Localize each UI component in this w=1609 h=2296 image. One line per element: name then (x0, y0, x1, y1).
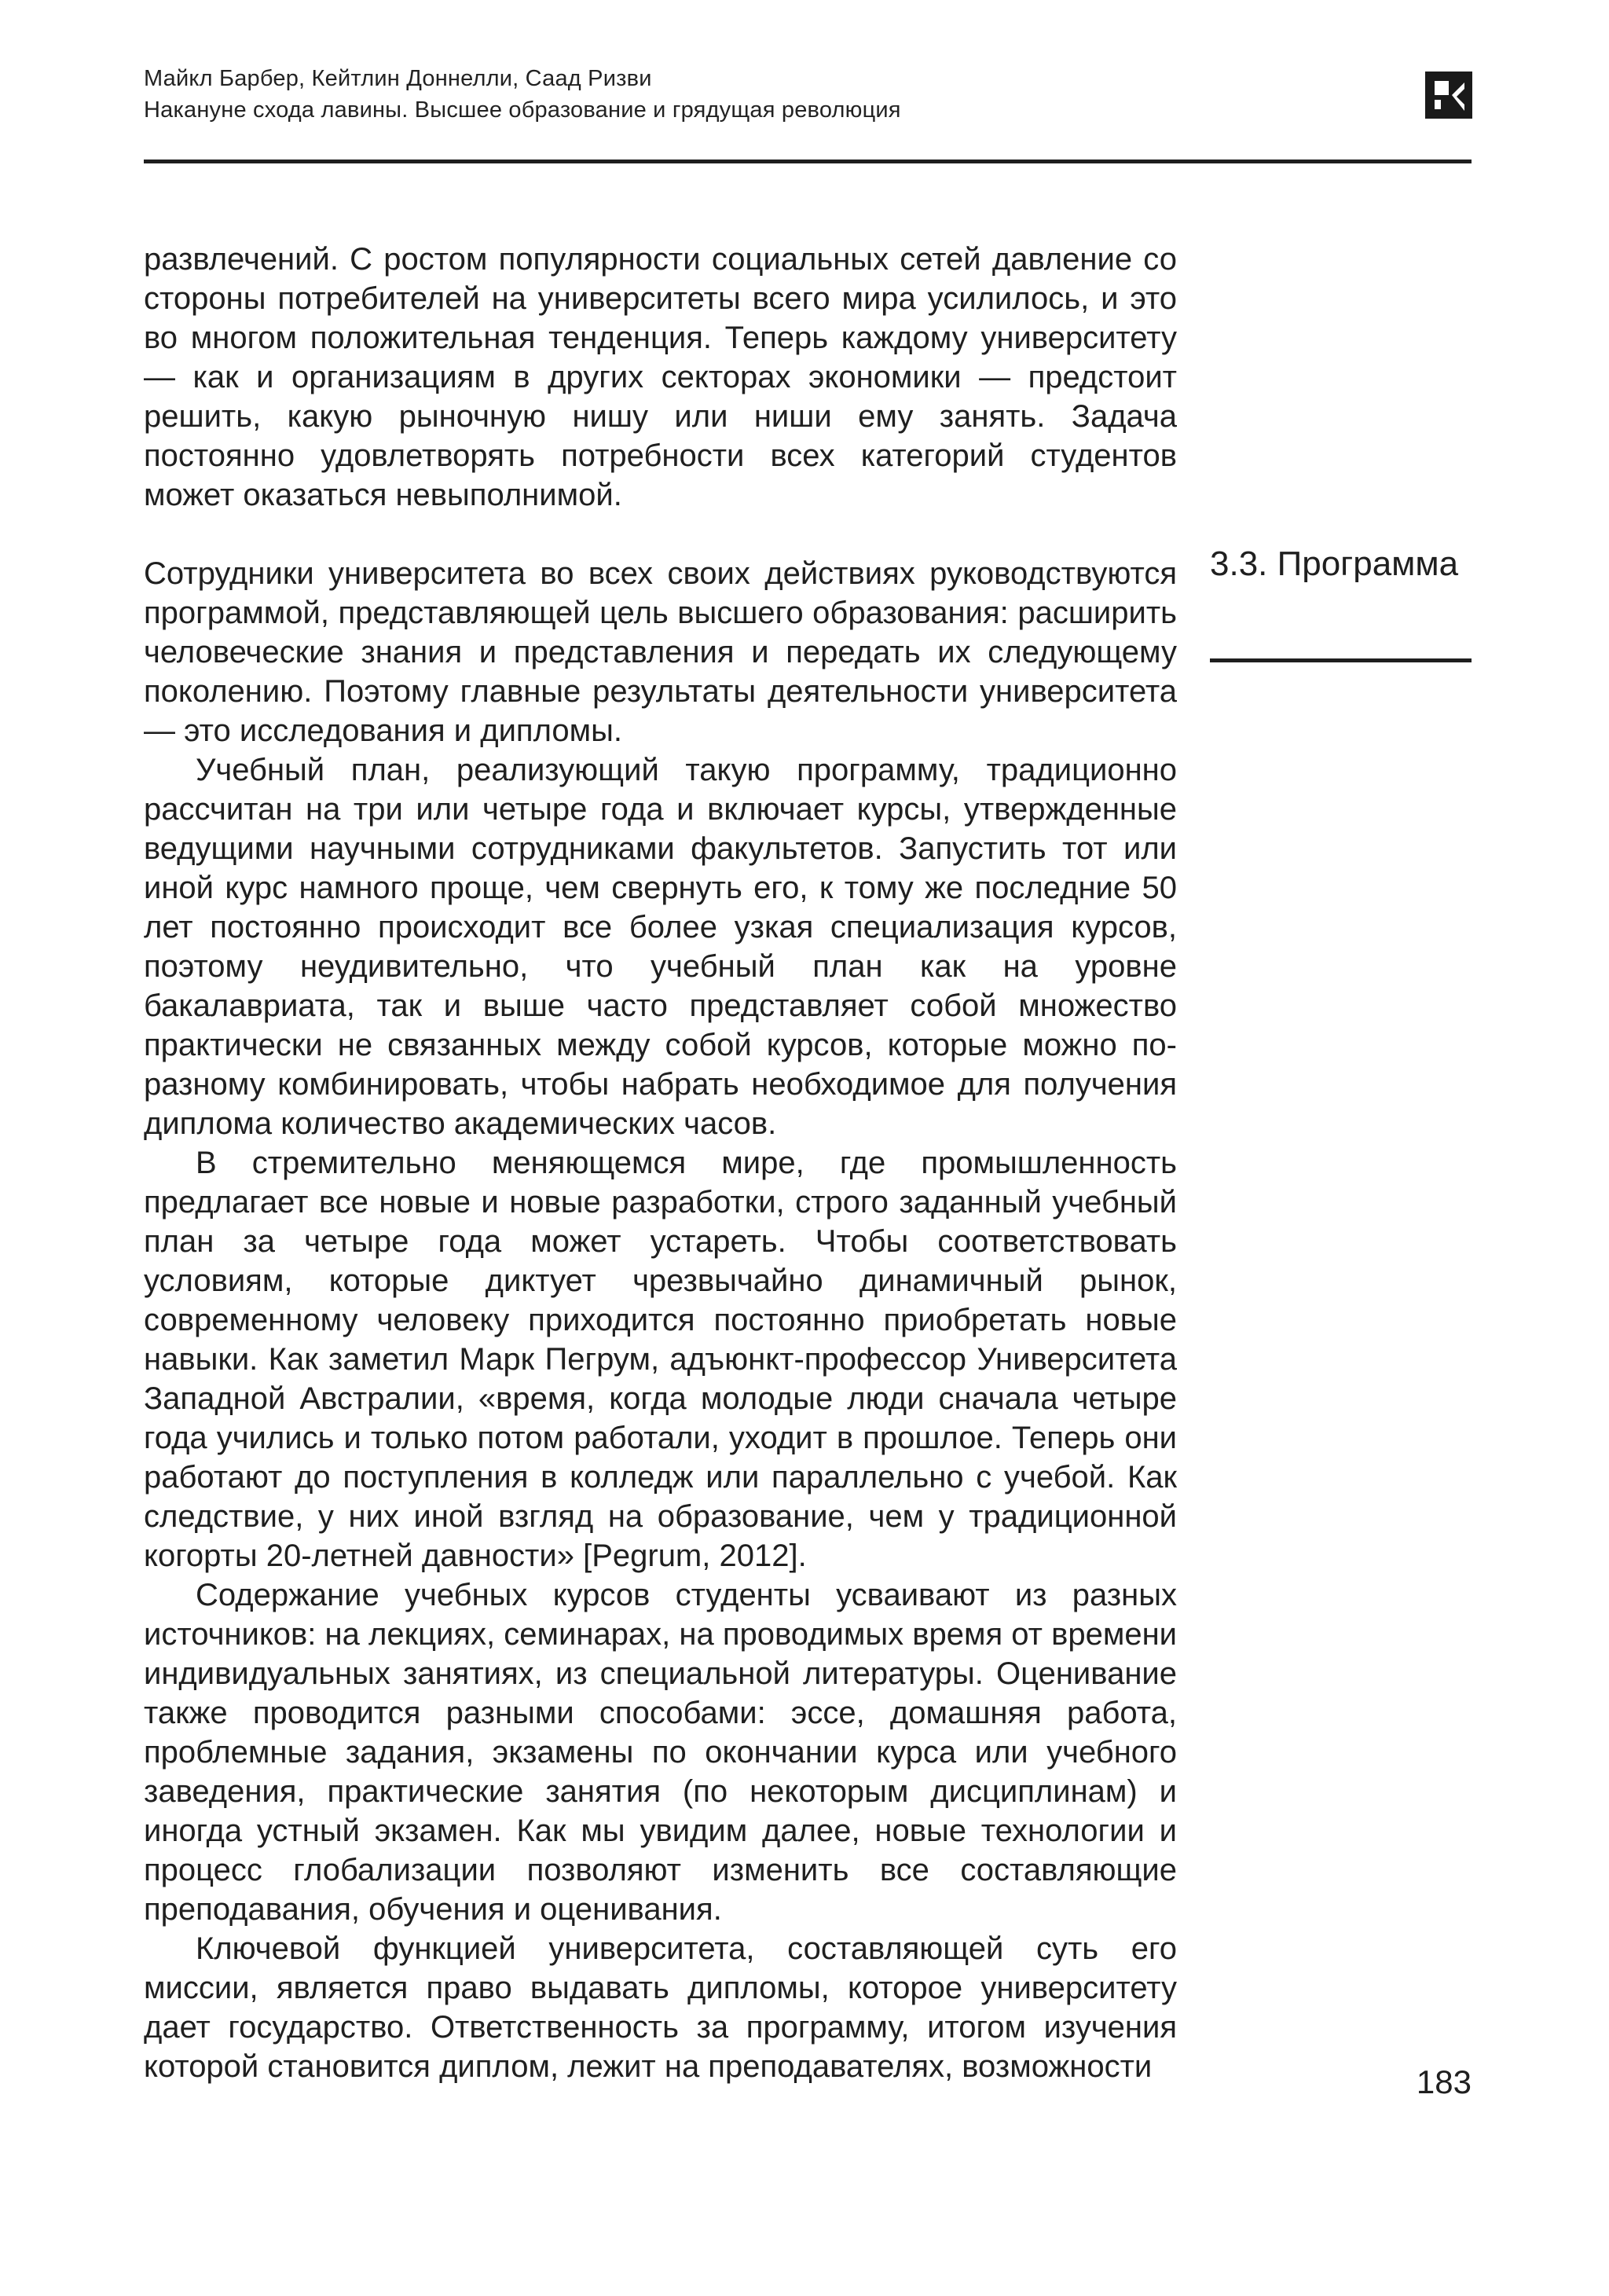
paragraph: Учебный план, реализующий такую программу, традиционно рассчитан на три или четыре года и включает курсы, утвержденные ведущими научными сотрудниками факультетов. Запустить тот или иной курс намного проще, чем свернуть его, к тому же последние 50 лет постоянно происходит все более узкая специализация курсов, поэтому неудивительно, что учебный план как на уровне бакалавриата, так и выше часто представляет собой множество практически не связанных между собой курсов, которые можно по-разному комбинировать, чтобы набрать необходимое для получения диплома количество академических часов. (144, 753, 1177, 1141)
header-rule (144, 160, 1472, 163)
paragraph: Ключевой функцией университета, составляющей суть его миссии, является право выдавать дипломы, которое университету дает государство. Ответственность за программу, итогом изучения которой становится диплом, лежит на преподавателях, возможности (144, 1931, 1177, 2084)
page-number: 183 (1416, 2063, 1472, 2100)
paragraph: развлечений. С ростом популярности социальных сетей давление со стороны потребителей на университеты всего мира усилилось, и это во многом положительная тенденция. Теперь каждому университету — как и организациям в других секторах экономики — предстоит решить, какую рыночную нишу или ниши ему занять. Задача постоянно удовлетворять потребности всех категорий студентов может оказаться невыполнимой. (144, 242, 1177, 512)
header-authors: Майкл Барбер, Кейтлин Доннелли, Саад Ризви (144, 66, 652, 91)
paragraph: Содержание учебных курсов студенты усваивают из разных источников: на лекциях, семинарах, на проводимых время от времени индивидуальных занятиях, из специальной литературы. Оценивание также проводится разными способами: эссе, домашняя работа, проблемные задания, экзамены по окончании курса или учебного заведения, практические занятия (по некоторым дисциплинам) и иногда устный экзамен. Как мы увидим далее, новые технологии и процесс глобализации позволяют изменить все составляющие преподавания, обучения и оценивания. (144, 1578, 1177, 1927)
running-header (144, 63, 1472, 126)
publisher-logo-icon (1425, 72, 1472, 119)
section-heading-rule (1210, 658, 1472, 662)
main-text (144, 240, 1177, 2086)
header-book-title: Накануне схода лавины. Высшее образование и грядущая революция (144, 97, 901, 123)
paragraph: В стремительно меняющемся мире, где промышленность предлагает все новые и новые разработки, строго заданный учебный план за четыре года может устареть. Чтобы соответствовать условиям, которые диктует чрезвычайно динамичный рынок, современному человеку приходится постоянно приобретать новые навыки. Как заметил Марк Пегрум, адъюнкт-профессор Университета Западной Австралии, «время, когда молодые люди сначала четыре года учились и только потом работали, уходит в прошлое. Теперь они работают до поступления в колледж или параллельно с учебой. Как следствие, у них иной взгляд на образование, чем у традиционной когорты 20-летней давности» [Pegrum, 2012]. (144, 1146, 1177, 1573)
section-heading: 3.3. Программа (1210, 545, 1459, 583)
paragraph: Сотрудники университета во всех своих действиях руководствуются программой, представляющей цель высшего образования: расширить человеческие знания и представления и передать их следующему поколению. Поэтому главные результаты деятельности университета — это исследования и дипломы. (144, 556, 1177, 748)
